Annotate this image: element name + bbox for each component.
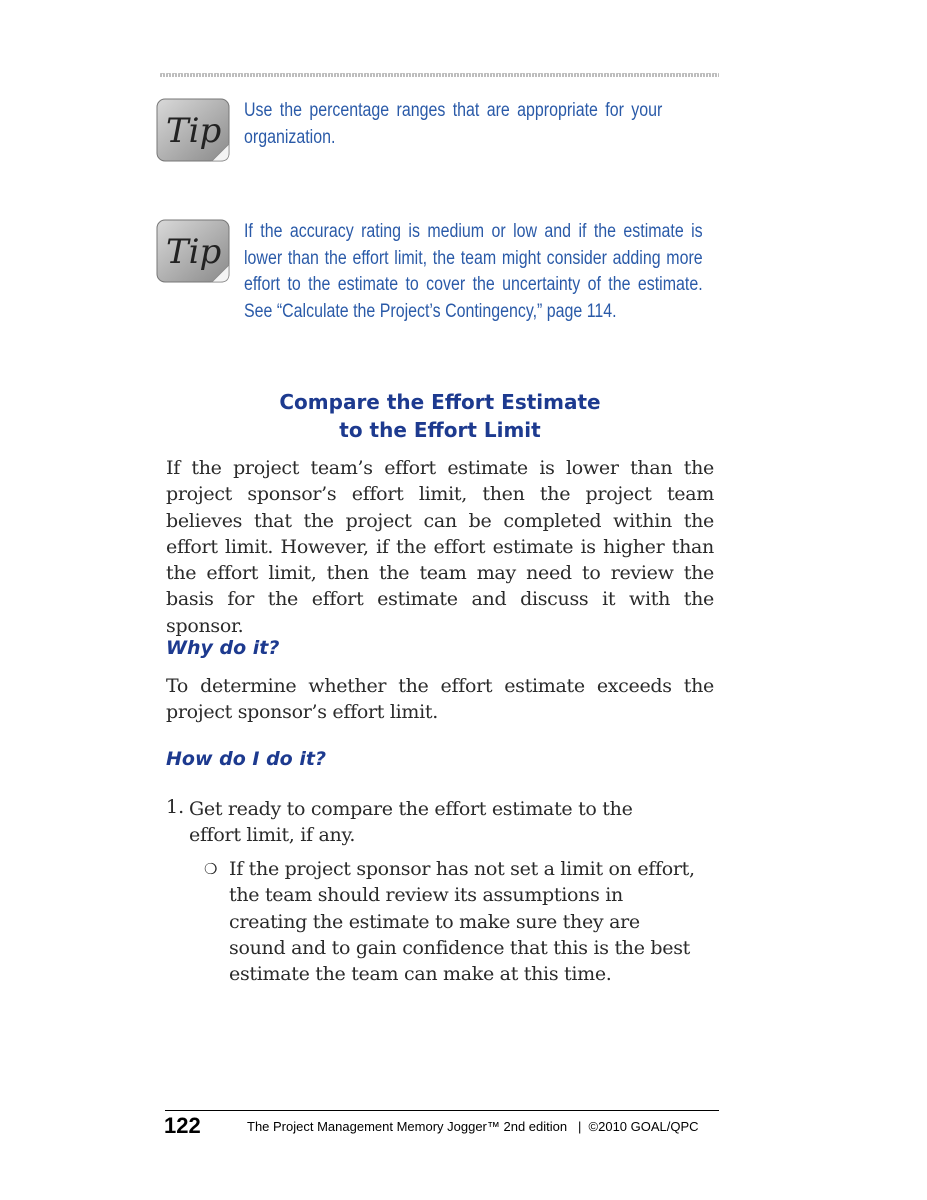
tip-icon [156, 98, 230, 162]
svg-text:Tip: Tip [166, 111, 222, 151]
why-paragraph: To determine whether the effort estimate exceeds the project sponsor’s effort limit. [166, 675, 714, 724]
section-title [166, 388, 714, 444]
bullet-circle-icon: ❍ [204, 860, 218, 878]
tip-text: If the accuracy rating is medium or low and if the estimate is lower than the effort limit, the team might consider adding more effort to the estimate to cover the uncertainty of the estimate. See “Calculate the Project’s Contingency,” page 114. [244, 221, 703, 322]
section-title-line1: Compare the Effort Estimate [279, 390, 601, 414]
why-heading: Why do it? [166, 637, 280, 659]
footer-credit: The Project Management Memory Jogger™ 2nd edition | ©2010 GOAL/QPC [247, 1119, 699, 1134]
bullet-text: If the project sponsor has not set a limit on effort, the team should review its assumptions in creating the estimate to make sure they are sound and to gain confidence that this is the best estimate the team can make at this time. [229, 858, 695, 986]
section-title-line2: to the Effort Limit [339, 418, 541, 442]
page-number: 122 [164, 1113, 201, 1138]
footer-rule [165, 1110, 719, 1111]
step-text: Get ready to compare the effort estimate to the effort limit, if any. [189, 798, 633, 847]
top-dotted-rule [160, 73, 719, 77]
svg-text:Tip: Tip [166, 232, 222, 272]
tip-text: Use the percentage ranges that are appropriate for your organization. [244, 100, 663, 148]
how-heading: How do I do it? [166, 748, 326, 770]
step-number: 1. [166, 796, 185, 818]
tip-icon [156, 219, 230, 283]
intro-paragraph: If the project team’s effort estimate is lower than the project sponsor’s effort limit, then the project team believes that the project can be completed within the effort limit. However, if the effort estimate is higher than the effort limit, then the team may need to review the basis for the effort estimate and discuss it with the sponsor. [166, 457, 714, 637]
